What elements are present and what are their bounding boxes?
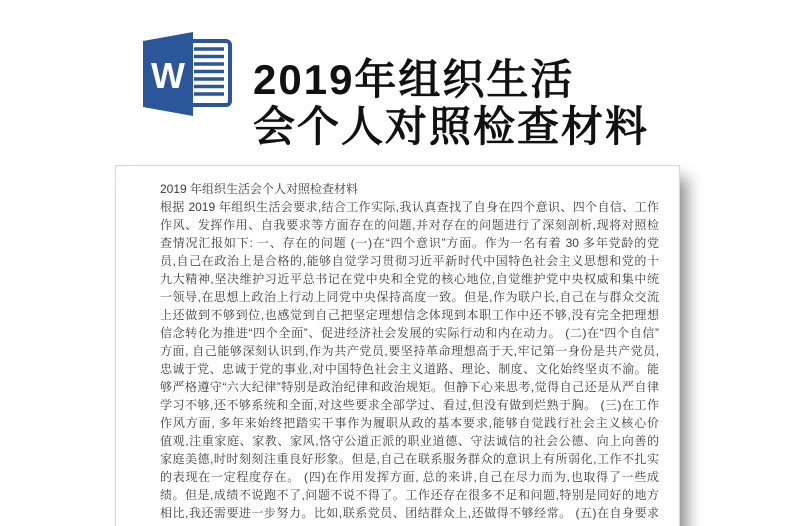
document-line: 方面, 自己能够深刻认识到,作为共产党员,要坚持革命理想高于天,牢记第一身份是共产党员, [160,344,659,358]
document-page [115,165,680,526]
document-line: 值观,注重家庭、家教、家风,恪守公道正派的职业道德、守法诚信的社会公德、向上向善的 [160,434,659,448]
document-line: 根据 2019 年组织生活会要求,结合工作实际,我认真查找了自身在四个意识、四个自信、工作 [160,200,659,214]
document-line: 2019 年组织生活会个人对照检查材料 [160,182,359,196]
document-line: 作风方面, 多年来始终把踏实干事作为履职从政的基本要求,能够自觉践行社会主义核心价 [160,416,659,430]
document-line: 员,自己在政治上是合格的,能够自觉学习贯彻习近平新时代中国特色社会主义思想和党的十 [160,254,659,268]
document-line: 九大精神,坚决维护习近平总书记在党中央和全党的核心地位,自觉维护党中央权威和集中统 [160,272,659,286]
document-line: 信念转化为推进“四个全面”、促进经济社会发展的实际行动和内在动力。 (二)在“四个自信” [160,326,659,340]
word-icon-stripes [194,49,224,94]
document-line: 家庭美德,时时刻刻注重良好形象。但是,自己在联系服务群众的意识上有所弱化,工作不扎实 [160,452,659,466]
word-icon [140,30,233,118]
document-line: 上还做到不够到位,也感觉到自己把坚定理想信念体现到本职工作中还不够,没有完全把理想 [160,308,659,322]
page-title-line-2: 会个人对照检查材料 [253,103,650,151]
document-line: 绩。但是,成绩不说跑不了,问题不说不得了。工作还存在很多不足和问题,特别是同好的地方 [160,488,659,502]
word-icon-letter: W [151,55,185,96]
document-header [140,28,649,178]
document-line: 的表现在一定程度存在。 (四)在作用发挥方面, 总的来讲,自己在尽力而为,也取得了一些成 [160,470,659,484]
document-line: 相比,我还需要进一步努力。比如,联系党员、团结群众上,还做得不够经常。 (五)在自身要求 [160,506,659,520]
document-line: 一领导,在思想上政治上行动上同党中央保持高度一致。但是,作为联户长,自己在与群众交流 [160,290,659,304]
page-title [253,56,649,150]
document-body [160,180,659,522]
document-line: 作风、发挥作用、自我要求等方面存在的问题,并对存在的问题进行了深刻剖析,现将对照检 [160,218,659,232]
document-line: 够严格遵守“六大纪律”特别是政治纪律和政治规矩。但静下心来思考,觉得自己还是从严自律 [160,380,659,394]
document-line: 查情况汇报如下: 一、存在的问题 (一)在“四个意识”方面。作为一名有着 30 多年党龄的党 [160,236,659,250]
page-title-line-1: 2019年组织生活 [253,56,575,104]
document-line: 学习不够,还不够系统和全面,对这些要求全部学过、看过,但没有做到烂熟于胸。 (三)在工作 [160,398,659,412]
document-line: 忠诚于党、忠诚于党的事业,对中国特色社会主义道路、理论、制度、文化始终坚贞不渝。能 [160,362,659,376]
